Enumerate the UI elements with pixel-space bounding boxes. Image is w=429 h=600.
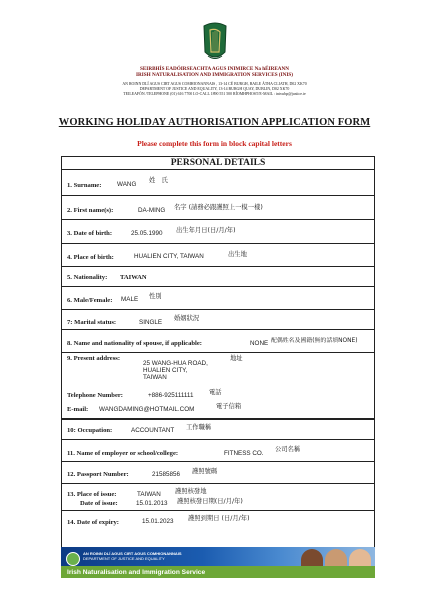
banner-irish-text: AN ROINN DLÍ AGUS CIRT AGUS COMHIONANNAIS (83, 551, 182, 556)
section-title: PERSONAL DETAILS (62, 157, 374, 170)
banner-english-text: DEPARTMENT OF JUSTICE AND EQUALITY (83, 556, 165, 561)
spouse-value[interactable]: NONE (250, 340, 269, 347)
personal-details-form (61, 156, 375, 578)
issue-place-value[interactable]: TAIWAN (137, 491, 161, 498)
issue-date-note: 護照核發日期(日/月/年) (177, 498, 243, 505)
sex-row (62, 287, 374, 310)
contact-line: TEILEAFÓN /TELEPHONE (01) 616 7700 LO-CALL 1890 551 500 RÍOMHPHOST/E-MAIL : iniswhp@justice.ie (123, 92, 306, 96)
address-line-irish: AN ROINN DLÍ AGUS CIRT AGUS COMHIONANNAIS , 13-14 CÉ BURGH, BAILE ÁTHA CLIATH, D02 XK70 (122, 82, 307, 86)
address-line-3[interactable]: TAIWAN (143, 374, 167, 381)
form-title: WORKING HOLIDAY AUTHORISATION APPLICATION FORM (58, 117, 371, 128)
expiry-note: 護照到期日 (日/月/年) (188, 515, 250, 522)
expiry-value[interactable]: 15.01.2023 (142, 518, 174, 525)
email-note: 電子信箱 (216, 403, 242, 410)
surname-row (62, 170, 374, 196)
address-note: 地址 (230, 355, 243, 362)
first-names-row (62, 196, 374, 220)
email-value[interactable]: WANGDAMING@HOTMAIL.COM (99, 406, 195, 413)
pob-note: 出生地 (228, 251, 247, 258)
issue-date-value[interactable]: 15.01.2013 (136, 500, 168, 507)
employer-row (62, 440, 374, 462)
inis-banner (61, 547, 375, 578)
sex-note: 性別 (149, 293, 162, 300)
occupation-label: 10: Occupation: (67, 427, 113, 434)
dob-row (62, 220, 374, 244)
expiry-row (62, 511, 374, 531)
passport-label: 12. Passport Number: (67, 471, 129, 478)
nationality-row (62, 267, 374, 287)
issue-place-label: 13. Place of issue: (67, 491, 117, 498)
employer-note: 公司名稱 (275, 446, 301, 453)
surname-value[interactable]: WANG (117, 181, 137, 188)
dob-value[interactable]: 25.05.1990 (131, 230, 163, 237)
dob-label: 3. Date of birth: (67, 230, 113, 237)
sex-value[interactable]: MALE (121, 296, 139, 303)
passport-value[interactable]: 21585856 (152, 471, 181, 478)
employer-value[interactable]: FITNESS CO. (224, 450, 264, 457)
department-logo-icon (66, 552, 80, 566)
marital-note: 婚姻狀況 (174, 315, 200, 322)
issue-row (62, 484, 374, 511)
block-capitals-notice: Please complete this form in block capital letters (137, 139, 292, 148)
spouse-row (62, 330, 374, 353)
address-line-2[interactable]: HUALIEN CITY, (143, 367, 188, 374)
nationality-label: 5. Nationality: (67, 274, 108, 281)
employer-label: 11. Name of employer or school/college: (67, 450, 179, 457)
address-line-english: DEPARTMENT OF JUSTICE AND EQUALITY, 13-14 BURGH QUAY, DUBLIN, D02 XK70 (139, 87, 290, 91)
phone-note: 電話 (209, 389, 222, 396)
expiry-label: 14. Date of expiry: (67, 519, 120, 526)
nationality-value[interactable]: TAIWAN (120, 274, 147, 281)
first-names-value[interactable]: DA-MING (138, 207, 166, 214)
first-names-note: 名字 (請務必跟護照上一模一樣) (174, 204, 263, 211)
surname-label: 1. Surname: (67, 182, 102, 189)
agency-name-irish: SEIRBHÍS EADÓIRSEACHTA AGUS INIMIRCE Na hÉIREANN (139, 66, 290, 72)
passport-row (62, 462, 374, 484)
occupation-value[interactable]: ACCOUNTANT (131, 427, 175, 434)
agency-name-english: IRISH NATURALISATION AND IMMIGRATION SERVICES (INIS) (135, 72, 294, 78)
surname-note: 姓 氏 (149, 177, 168, 184)
email-row-content (62, 397, 374, 419)
sex-label: 6. Male/Female: (67, 297, 113, 304)
email-label: E-mail: (67, 406, 89, 413)
issue-place-note: 護照核發地 (175, 488, 207, 495)
banner-service-name: Irish Naturalisation and Immigration Service (67, 569, 206, 576)
occupation-row (62, 419, 374, 440)
passport-note: 護照號碼 (192, 468, 218, 475)
spouse-label: 8. Name and nationality of spouse, if applicable: (67, 340, 203, 347)
marital-row (62, 310, 374, 330)
issue-date-label: Date of issue: (80, 500, 118, 507)
marital-label: 7: Marital status: (67, 319, 117, 326)
address-label: 9. Present address: (67, 355, 121, 362)
address-line-1[interactable]: 25 WANG-HUA ROAD, (143, 360, 208, 367)
harp-emblem-icon (198, 22, 232, 64)
marital-value[interactable]: SINGLE (139, 319, 163, 326)
pob-row (62, 244, 374, 267)
phone-value[interactable]: +886-925111111 (148, 392, 194, 399)
pob-label: 4. Place of birth: (67, 254, 114, 261)
first-names-label: 2. First name(s): (67, 207, 114, 214)
occupation-note: 工作職稱 (186, 424, 212, 431)
pob-value[interactable]: HUALIEN CITY, TAIWAN (134, 253, 204, 260)
spouse-note: 配偶姓名及國籍(無的話填NONE) (271, 338, 358, 344)
phone-label: Telephone Number: (67, 392, 123, 399)
dob-note: 出生年月日(日/月/年) (176, 227, 236, 234)
